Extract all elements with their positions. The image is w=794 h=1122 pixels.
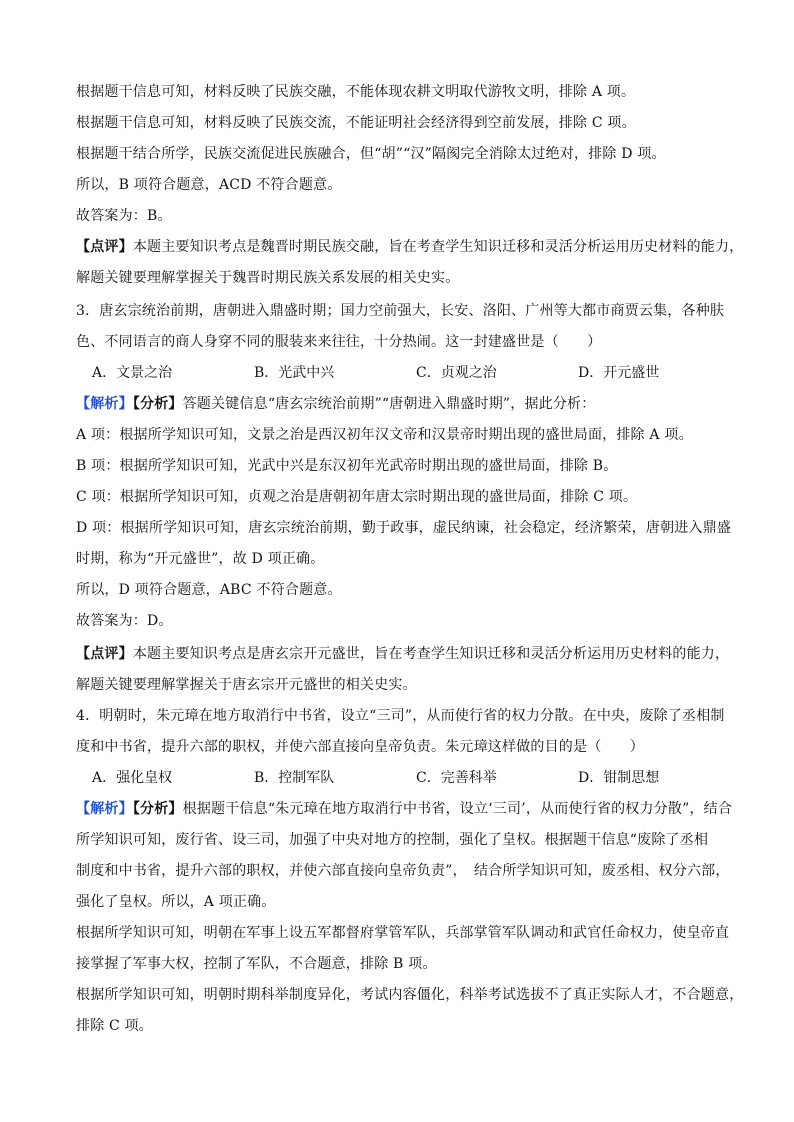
q3-option-d: D．开元盛世 <box>578 365 660 381</box>
q3-option-a-analysis: A 项：根据所学知识可知，文景之治是西汉初年汉文帝和汉景帝时期出现的盛世局面，排除 A 项。 <box>76 427 693 443</box>
jiexi-tag: 【解析】 <box>76 801 133 817</box>
q3-summary: 所以，D 项符合题意，ABC 不符合题意。 <box>76 582 342 598</box>
q2-comment-text: 本题主要知识考点是魏晋时期民族交融，旨在考查学生知识迁移和灵活分析运用历史材料的能力， <box>132 239 744 255</box>
q3-answer: 故答案为：D。 <box>76 613 173 629</box>
q4-analysis-cont-2: 制度和中书省，提升六部的职权，并使六部直接向皇帝负责”， 结合所学知识可知，废丞相、权分六部， <box>76 863 730 879</box>
q2-option-d-analysis: 根据题干结合所学，民族交流促进民族融合，但“胡”“汉”隔阂完全消除太过绝对，排除 D 项。 <box>76 146 666 162</box>
q4-option-c-analysis: 根据所学知识可知，明朝时期科举制度异化，考试内容僵化，科举考试选拔不了真正实际人才，不合题意， <box>76 987 744 1003</box>
q3-comment-cont: 解题关键要理解掌握关于唐玄宗开元盛世的相关史实。 <box>76 677 417 693</box>
fenxi-tag: 【分析】 <box>132 801 183 817</box>
q4-option-b: B．控制军队 <box>254 770 335 786</box>
q3-option-b: B．光武中兴 <box>254 365 335 381</box>
q4-stem: 4．明朝时，朱元璋在地方取消行中书省，设立“三司”，从而使行省的权力分散。在中央，废除了丞相制 <box>76 708 725 724</box>
fenxi-tag: 【分析】 <box>132 396 183 412</box>
q2-summary: 所以，B 项符合题意，ACD 不符合题意。 <box>76 177 342 193</box>
q3-comment-text: 本题主要知识考点是唐玄宗开元盛世，旨在考查学生知识迁移和灵活分析运用历史材料的能力， <box>132 646 730 662</box>
q4-option-b-analysis: 根据所学知识可知，明朝在军事上设五军都督府掌管军队，兵部掌管军队调动和武官任命权力，使皇帝直 <box>76 925 730 941</box>
q2-option-a-analysis: 根据题干信息可知，材料反映了民族交融，不能体现农耕文明取代游牧文明，排除 A 项。 <box>76 84 636 100</box>
q3-option-d-analysis: D 项：根据所学知识可知，唐玄宗统治前期，勤于政事，虚民纳谏，社会稳定，经济繁荣，唐朝进入鼎盛 <box>76 520 732 536</box>
q4-analysis-cont-3: 强化了皇权。所以，A 项正确。 <box>76 894 276 910</box>
q2-option-c-analysis: 根据题干信息可知，材料反映了民族交流，不能证明社会经济得到空前发展，排除 C 项。 <box>76 115 636 131</box>
q3-analysis-head: 答题关键信息“唐玄宗统治前期”“唐朝进入鼎盛时期”，据此分析： <box>182 396 596 412</box>
q3-stem: 3．唐玄宗统治前期，唐朝进入鼎盛时期；国力空前强大，长安、洛阳、广州等大都市商贾云集，各种肤 <box>76 303 725 319</box>
q3-option-a: A．文景之治 <box>92 365 173 381</box>
q4-option-a: A．强化皇权 <box>92 770 173 786</box>
jiexi-tag: 【解析】 <box>76 396 133 412</box>
q4-option-b-analysis-cont: 接掌握了军事大权，控制了军队，不合题意，排除 B 项。 <box>76 956 437 972</box>
comment-tag: 【点评】 <box>76 646 133 662</box>
q3-comment <box>76 644 766 664</box>
q2-answer: 故答案为：B。 <box>76 208 172 224</box>
q3-option-c-analysis: C 项：根据所学知识可知，贞观之治是唐朝初年唐太宗时期出现的盛世局面，排除 C 项。 <box>76 489 638 505</box>
q4-option-c: C．完善科举 <box>416 770 497 786</box>
q3-option-c: C．贞观之治 <box>416 365 497 381</box>
q4-stem-cont: 度和中书省，提升六部的职权，并使六部直接向皇帝负责。朱元璋这样做的目的是（ ） <box>76 739 644 755</box>
q4-analysis <box>76 799 766 819</box>
q3-option-b-analysis: B 项：根据所学知识可知，光武中兴是东汉初年光武帝时期出现的盛世局面，排除 B。 <box>76 458 618 474</box>
comment-tag: 【点评】 <box>76 239 133 255</box>
q4-analysis-text: 根据题干信息“朱元璋在地方取消行中书省，设立‘三司’，从而使行省的权力分散”，结合 <box>182 801 733 817</box>
q2-comment-cont: 解题关键要理解掌握关于魏晋时期民族关系发展的相关史实。 <box>76 270 460 286</box>
q3-stem-cont: 色、不同语言的商人身穿不同的服装来来往往，十分热闹。这一封建盛世是（ ） <box>76 334 602 350</box>
q3-option-d-analysis-cont: 时期，称为“开元盛世”，故 D 项正确。 <box>76 551 325 567</box>
q4-option-c-analysis-cont: 排除 C 项。 <box>76 1018 154 1034</box>
q4-analysis-cont-1: 所学知识可知，废行省、设三司，加强了中央对地方的控制，强化了皇权。根据题干信息“废除了丞相 <box>76 832 709 848</box>
q2-comment <box>76 237 766 257</box>
q4-option-d: D．钳制思想 <box>578 770 660 786</box>
q3-analysis <box>76 394 766 414</box>
